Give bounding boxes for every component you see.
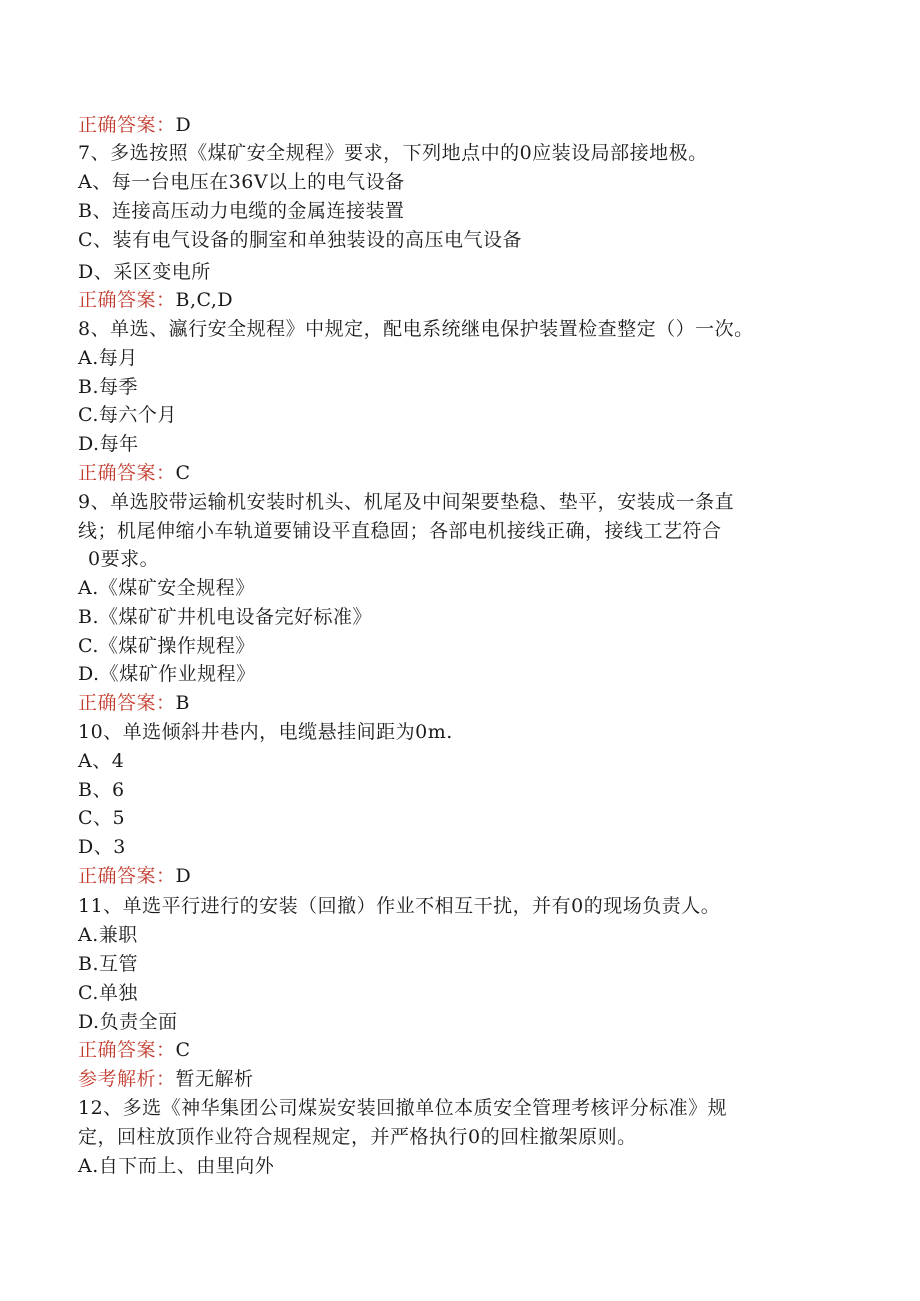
question-11-stem: 11、单选平行进行的安装（回撤）作业不相互干扰，并有0的现场负责人。	[78, 895, 721, 917]
answer-label: 正确答案：	[78, 865, 176, 887]
question-7-option-c: C、装有电气设备的胴室和单独装设的高压电气设备	[78, 229, 523, 251]
question-9-stem-line-2: 线；机尾伸缩小车轨道要铺设平直稳固；各部电机接线正确，接线工艺符合	[78, 520, 722, 542]
question-11-option-b: B.互管	[78, 953, 139, 975]
question-8-option-d: D.每年	[78, 433, 139, 455]
question-7-option-a: A、每一台电压在36V以上的电气设备	[78, 171, 405, 193]
answer-line	[78, 862, 191, 890]
answer-line	[78, 1036, 191, 1064]
question-8-stem: 8、单选、瀛行安全规程》中规定，配电系统继电保护装置检查整定（）一次。	[78, 318, 754, 340]
analysis-line	[78, 1065, 254, 1093]
analysis-label: 参考解析：	[78, 1068, 176, 1090]
question-10-option-a: A、4	[78, 750, 125, 772]
answer-label: 正确答案：	[78, 1039, 176, 1061]
question-9-option-a: A.《煤矿安全规程》	[78, 577, 255, 599]
question-8-option-c: C.每六个月	[78, 404, 177, 426]
question-12-stem-line-1: 12、多选《神华集团公司煤炭安装回撤单位本质安全管理考核评分标准》规	[78, 1097, 728, 1119]
answer-value: B	[175, 692, 190, 714]
question-9-option-b: B.《煤矿矿井机电设备完好标准》	[78, 606, 373, 628]
answer-label: 正确答案：	[78, 289, 176, 311]
question-9-stem-line-1: 9、单选胶带运输机安装时机头、机尾及中间架要垫稳、垫平，安装成一条直	[78, 491, 735, 513]
question-9-stem-line-3: 0要求。	[88, 548, 160, 570]
question-11-option-d: D.负责全面	[78, 1011, 178, 1033]
question-7-option-b: B、连接高压动力电缆的金属连接装置	[78, 200, 405, 222]
question-10-option-c: C、5	[78, 807, 126, 829]
question-12-stem-line-2: 定，回柱放顶作业符合规程规定，并严格执行0的回柱撤架原则。	[78, 1126, 637, 1148]
question-10-option-b: B、6	[78, 779, 125, 801]
question-9-option-c: C.《煤矿操作规程》	[78, 635, 255, 657]
answer-value: B,C,D	[175, 289, 234, 311]
answer-value: D	[175, 865, 192, 887]
question-9-option-d: D.《煤矿作业规程》	[78, 663, 256, 685]
answer-line	[78, 689, 190, 717]
question-7-option-d: D、采区变电所	[78, 261, 211, 283]
question-8-option-a: A.每月	[78, 347, 138, 369]
answer-value: C	[175, 1039, 191, 1061]
answer-line	[78, 111, 191, 139]
question-10-stem: 10、单选倾斜井巷内，电缆悬挂间距为0m.	[78, 721, 453, 743]
analysis-value: 暂无解析	[175, 1068, 254, 1090]
question-12-option-a: A.自下而上、由里向外	[78, 1155, 275, 1177]
answer-line	[78, 286, 233, 314]
answer-line	[78, 459, 191, 487]
answer-label: 正确答案：	[78, 462, 176, 484]
answer-value: D	[175, 114, 192, 136]
question-8-option-b: B.每季	[78, 376, 139, 398]
question-11-option-a: A.兼职	[78, 924, 138, 946]
question-10-option-d: D、3	[78, 836, 126, 858]
question-11-option-c: C.单独	[78, 982, 138, 1004]
answer-value: C	[175, 462, 191, 484]
answer-label: 正确答案：	[78, 692, 176, 714]
answer-label: 正确答案：	[78, 114, 176, 136]
question-7-stem: 7、多选按照《煤矿安全规程》要求，下列地点中的0应装设局部接地极。	[78, 142, 708, 164]
